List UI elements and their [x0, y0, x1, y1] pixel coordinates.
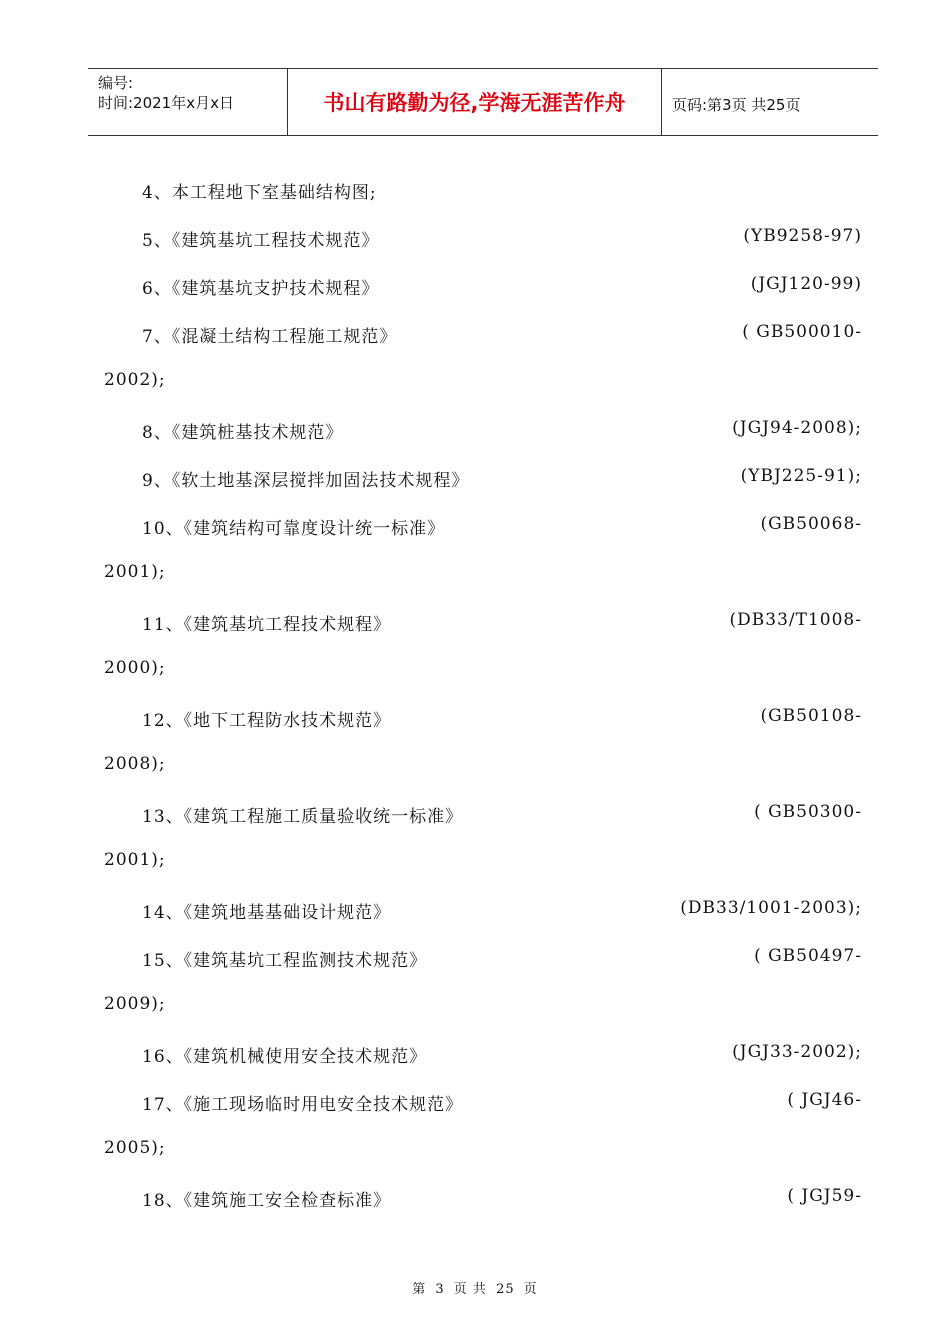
list-item-code: (JGJ33-2002); [732, 1042, 862, 1062]
header-page-number: 页码:第3页 共25页 [672, 96, 801, 114]
list-item-code-continuation: 2005); [104, 1138, 166, 1158]
list-item-code: ( JGJ46- [787, 1090, 862, 1110]
document-number-label: 编号: [98, 74, 134, 92]
list-item-label: 17、《施工现场临时用电安全技术规范》 [142, 1095, 464, 1115]
list-item-code-continuation: 2001); [104, 850, 166, 870]
list-item-label: 15、《建筑基坑工程监测技术规范》 [142, 951, 428, 971]
list-item-code: (YBJ225-91); [740, 466, 862, 486]
footer-page-number: 3 [435, 1282, 445, 1297]
list-item-label: 7、《混凝土结构工程施工规范》 [142, 327, 398, 347]
list-item-code: (DB33/T1008- [729, 610, 862, 630]
footer-total-pages: 25 [496, 1282, 515, 1297]
list-item-code: (JGJ120-99) [750, 274, 862, 294]
list-item-label: 13、《建筑工程施工质量验收统一标准》 [142, 807, 464, 827]
list-item-label: 11、《建筑基坑工程技术规程》 [142, 615, 392, 635]
list-item-label: 9、《软土地基深层搅拌加固法技术规程》 [142, 471, 470, 491]
list-item-label: 14、《建筑地基基础设计规范》 [142, 903, 392, 923]
list-item-code: (GB50108- [760, 706, 862, 726]
header-page-cell [662, 69, 878, 135]
footer-suffix: 页 [523, 1282, 538, 1297]
list-item-label: 8、《建筑桩基技术规范》 [142, 423, 344, 443]
list-item-code: (GB50068- [760, 514, 862, 534]
list-item-label: 6、《建筑基坑支护技术规程》 [142, 279, 380, 299]
footer-mid: 页 共 [453, 1282, 487, 1297]
list-item-label: 16、《建筑机械使用安全技术规范》 [142, 1047, 428, 1067]
page-footer [0, 1278, 950, 1297]
list-item-code-continuation: 2008); [104, 754, 166, 774]
list-item-code-continuation: 2002); [104, 370, 166, 390]
list-item-code: (DB33/1001-2003); [680, 898, 862, 918]
list-item-code: ( JGJ59- [787, 1186, 862, 1206]
list-item-label: 18、《建筑施工安全检查标准》 [142, 1191, 392, 1211]
list-item-label: 4、本工程地下室基础结构图; [142, 183, 377, 203]
list-item-code-continuation: 2000); [104, 658, 166, 678]
list-item-label: 5、《建筑基坑工程技术规范》 [142, 231, 380, 251]
list-item-code: ( GB50497- [754, 946, 862, 966]
list-item-code: ( GB500010- [742, 322, 862, 342]
list-item-code: ( GB50300- [754, 802, 862, 822]
list-item-label: 12、《地下工程防水技术规范》 [142, 711, 392, 731]
page-header [88, 68, 878, 136]
document-time-label: 时间:2021年x月x日 [98, 94, 234, 112]
list-item-code: (JGJ94-2008); [732, 418, 862, 438]
list-item-code: (YB9258-97) [743, 226, 862, 246]
header-motto: 书山有路勤为径,学海无涯苦作舟 [323, 91, 626, 115]
list-item-code-continuation: 2009); [104, 994, 166, 1014]
list-item-label: 10、《建筑结构可靠度设计统一标准》 [142, 519, 446, 539]
footer-prefix: 第 [412, 1282, 427, 1297]
header-info-cell [88, 69, 288, 135]
header-motto-cell [288, 69, 662, 135]
list-item-code-continuation: 2001); [104, 562, 166, 582]
